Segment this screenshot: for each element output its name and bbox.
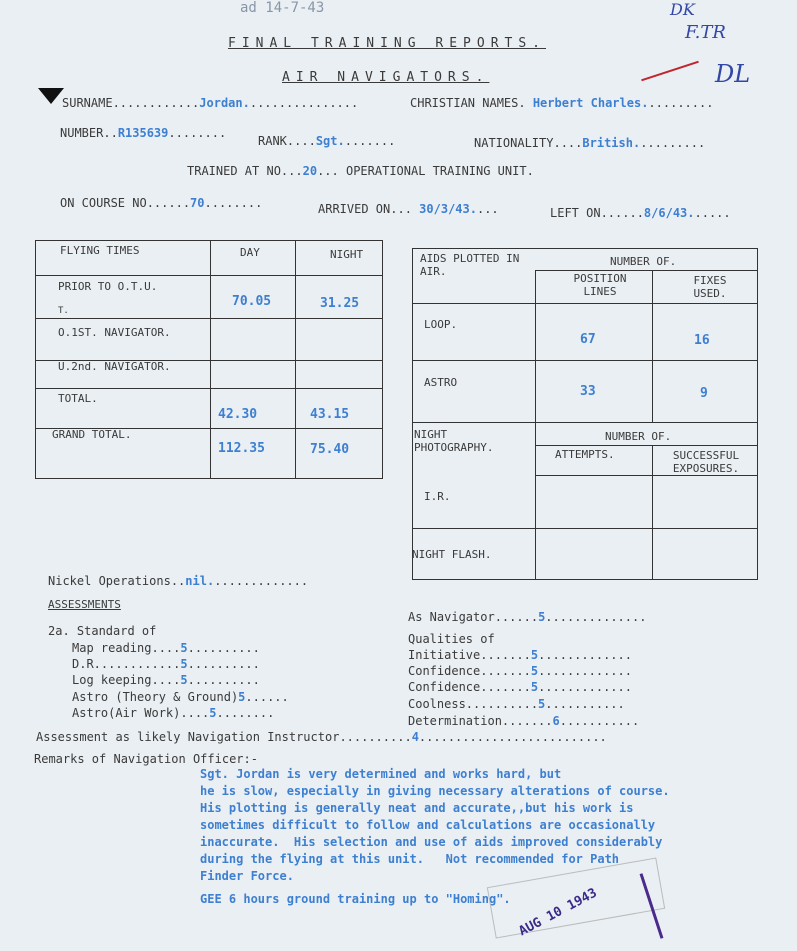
row-label-total: TOTAL. xyxy=(58,392,98,405)
text-fragment: SURNAME xyxy=(62,96,113,110)
confidence-2: Confidence.......5............. xyxy=(408,680,632,694)
nationality-row: NATIONALITY....British.......... xyxy=(474,136,706,150)
text-fragment: NATIONALITY xyxy=(474,136,554,150)
text-fragment: 5 xyxy=(209,706,217,720)
total-night: 43.15 xyxy=(310,407,350,422)
photo-number-of: NUMBER OF. xyxy=(605,430,672,443)
page-title: FINAL TRAINING REPORTS. xyxy=(228,36,547,51)
text-fragment: LEFT ON. xyxy=(550,206,608,220)
left-row: LEFT ON......8/6/43...... xyxy=(550,206,731,220)
text-fragment: D.R. xyxy=(72,657,101,671)
text-fragment xyxy=(35,318,383,319)
text-fragment xyxy=(35,388,383,389)
initials: DL xyxy=(715,60,751,88)
christian-row: CHRISTIAN NAMES. Herbert Charles.......... xyxy=(410,96,714,110)
table-cell xyxy=(412,248,536,580)
fixes-used-header: FIXES USED. xyxy=(693,274,727,300)
text-fragment: nil. xyxy=(185,574,215,588)
text-fragment: OPERATIONAL TRAINING UNIT. xyxy=(345,164,534,178)
text-fragment xyxy=(535,475,758,476)
astro-fixes: 9 xyxy=(700,386,708,401)
qualities-label: Qualities of xyxy=(408,632,495,646)
astro-theory: Astro (Theory & Ground)5...... xyxy=(72,690,289,704)
text-fragment xyxy=(412,303,758,304)
log-keeping: Log keeping....5.......... xyxy=(72,673,260,687)
text-fragment: Map reading xyxy=(72,641,152,655)
text-fragment: 5 xyxy=(180,673,188,687)
header-night: NIGHT xyxy=(330,248,364,261)
ftr-annotation: F.TR xyxy=(685,22,726,43)
text-fragment xyxy=(412,528,758,529)
text-fragment: 5 xyxy=(530,680,539,694)
determination: Determination.......6........... xyxy=(408,714,640,728)
text-fragment: Herbert Charles. xyxy=(532,96,649,110)
text-fragment: British. xyxy=(582,136,641,150)
text-fragment: 5 xyxy=(538,697,546,711)
loop-position-lines: 67 xyxy=(580,332,596,347)
text-fragment: 20 xyxy=(302,164,318,178)
rank-row: RANK....Sgt........ xyxy=(258,134,396,148)
coolness: Coolness..........5........... xyxy=(408,697,625,711)
punch-mark xyxy=(38,88,64,104)
surname-row: SURNAME............Jordan................ xyxy=(62,96,359,110)
text-fragment: Nickel Operations xyxy=(48,574,171,588)
instructor-assessment: Assessment as likely Navigation Instructor..........4.......................... xyxy=(36,730,607,744)
row-label-prior: PRIOR TO O.T.U. xyxy=(58,280,158,293)
text-fragment: 5 xyxy=(530,648,539,662)
gee-note: GEE 6 hours ground training up to "Homing". xyxy=(200,892,511,906)
text-fragment: Assessment as likely Navigation Instructor xyxy=(36,730,340,744)
arrived-row: ARRIVED ON... 30/3/43.... xyxy=(318,202,499,216)
text-fragment: Confidence xyxy=(408,664,481,678)
text-fragment: 4 xyxy=(411,730,419,744)
text-fragment: Jordan. xyxy=(199,96,250,110)
text-fragment: 70 xyxy=(190,196,205,210)
text-fragment: 5 xyxy=(530,664,539,678)
as-navigator: As Navigator......5.............. xyxy=(408,610,647,624)
text-fragment: Confidence xyxy=(408,680,481,694)
night-flash-label: NIGHT FLASH. xyxy=(412,548,492,561)
text-fragment: RANK xyxy=(258,134,287,148)
successful-exposures-header: SUCCESSFUL EXPOSURES. xyxy=(672,449,740,475)
text-fragment: R135639 xyxy=(117,126,169,140)
text-fragment: Sgt. xyxy=(315,134,345,148)
loop-label: LOOP. xyxy=(424,318,458,331)
text-fragment: 5 xyxy=(180,641,188,655)
position-lines-header: POSITION LINES xyxy=(573,272,627,298)
top-note: ad 14-7-43 xyxy=(240,0,325,16)
row-label-1st-nav: O.1ST. NAVIGATOR. xyxy=(58,326,171,339)
text-fragment: ARRIVED ON. xyxy=(318,202,398,216)
text-fragment: Astro(Air Work) xyxy=(72,706,181,720)
text-fragment: 5 xyxy=(180,657,188,671)
text-fragment: CHRISTIAN NAMES xyxy=(410,96,519,110)
text-fragment: Log keeping xyxy=(72,673,152,687)
confidence-1: Confidence.......5............. xyxy=(408,664,632,678)
text-fragment: NUMBER xyxy=(60,126,104,140)
nickel-operations: Nickel Operations..nil.............. xyxy=(48,574,309,588)
aids-number-of: NUMBER OF. xyxy=(610,255,677,268)
total-day: 42.30 xyxy=(218,407,258,422)
map-reading: Map reading....5.......... xyxy=(72,641,260,655)
course-row: ON COURSE NO......70........ xyxy=(60,196,263,210)
prior-night: 31.25 xyxy=(320,296,360,311)
text-fragment: ON COURSE NO. xyxy=(60,196,154,210)
grand-total-day: 112.35 xyxy=(218,441,265,456)
text-fragment xyxy=(535,270,758,271)
trained-row: TRAINED AT NO...20... OPERATIONAL TRAINING UNIT. xyxy=(187,164,534,178)
remarks-text: Sgt. Jordan is very determined and works hard, but he is slow, especially in giving necessary alterations of course. His plotting is generally neat and accurate,,but his work is sometimes difficult to follow and calculations are occasionally inaccurate. His selection and use of aids improved considerably during the flying at this unit. Not recommended for Path Finder Force. xyxy=(200,767,670,883)
text-fragment: Initiative xyxy=(408,648,481,662)
page-subtitle: AIR NAVIGATORS. xyxy=(282,70,490,85)
ir-label: I.R. xyxy=(424,490,451,503)
header-flying-times: FLYING TIMES xyxy=(60,244,140,257)
row-label-grand-total: GRAND TOTAL. xyxy=(52,428,132,441)
night-photography-label: NIGHT PHOTOGRAPHY. xyxy=(414,428,494,454)
header-day: DAY xyxy=(240,246,260,259)
text-fragment xyxy=(535,445,758,446)
aids-header: AIDS PLOTTED IN AIR. xyxy=(420,252,520,278)
text-fragment: Determination xyxy=(408,714,502,728)
dr: D.R............5.......... xyxy=(72,657,260,671)
standard-of-label: 2a. Standard of xyxy=(48,624,157,638)
initials-top: DK xyxy=(670,0,695,19)
text-fragment: 30/3/43. xyxy=(419,202,477,216)
text-fragment: 8/6/43. xyxy=(643,206,695,220)
initiative: Initiative.......5............. xyxy=(408,648,632,662)
row-label-2nd-nav: U.2nd. NAVIGATOR. xyxy=(58,360,171,373)
number-row: NUMBER..R135639........ xyxy=(60,126,227,140)
attempts-header: ATTEMPTS. xyxy=(555,448,615,461)
astro-position-lines: 33 xyxy=(580,384,596,399)
text-fragment: As Navigator xyxy=(408,610,495,624)
text-fragment: TRAINED AT NO. xyxy=(187,164,289,178)
text-fragment: Astro (Theory & Ground) xyxy=(72,690,239,704)
text-fragment xyxy=(412,360,758,361)
prior-day: 70.05 xyxy=(232,294,272,309)
assessments-heading: ASSESSMENTS xyxy=(48,598,121,611)
text-fragment: Coolness xyxy=(408,697,466,711)
astro-label: ASTRO xyxy=(424,376,458,389)
grand-total-night: 75.40 xyxy=(310,442,350,457)
stamp-date: AUG 10 1943 xyxy=(516,885,600,940)
remarks-label: Remarks of Navigation Officer:- xyxy=(34,752,258,766)
red-check-mark xyxy=(641,61,699,81)
loop-fixes: 16 xyxy=(694,333,710,348)
astro-air-work: Astro(Air Work)....5........ xyxy=(72,706,275,720)
ot-prefix: T. xyxy=(58,306,69,316)
text-fragment: 6 xyxy=(552,714,560,728)
text-fragment: 5 xyxy=(238,690,246,704)
text-fragment: 5 xyxy=(538,610,546,624)
